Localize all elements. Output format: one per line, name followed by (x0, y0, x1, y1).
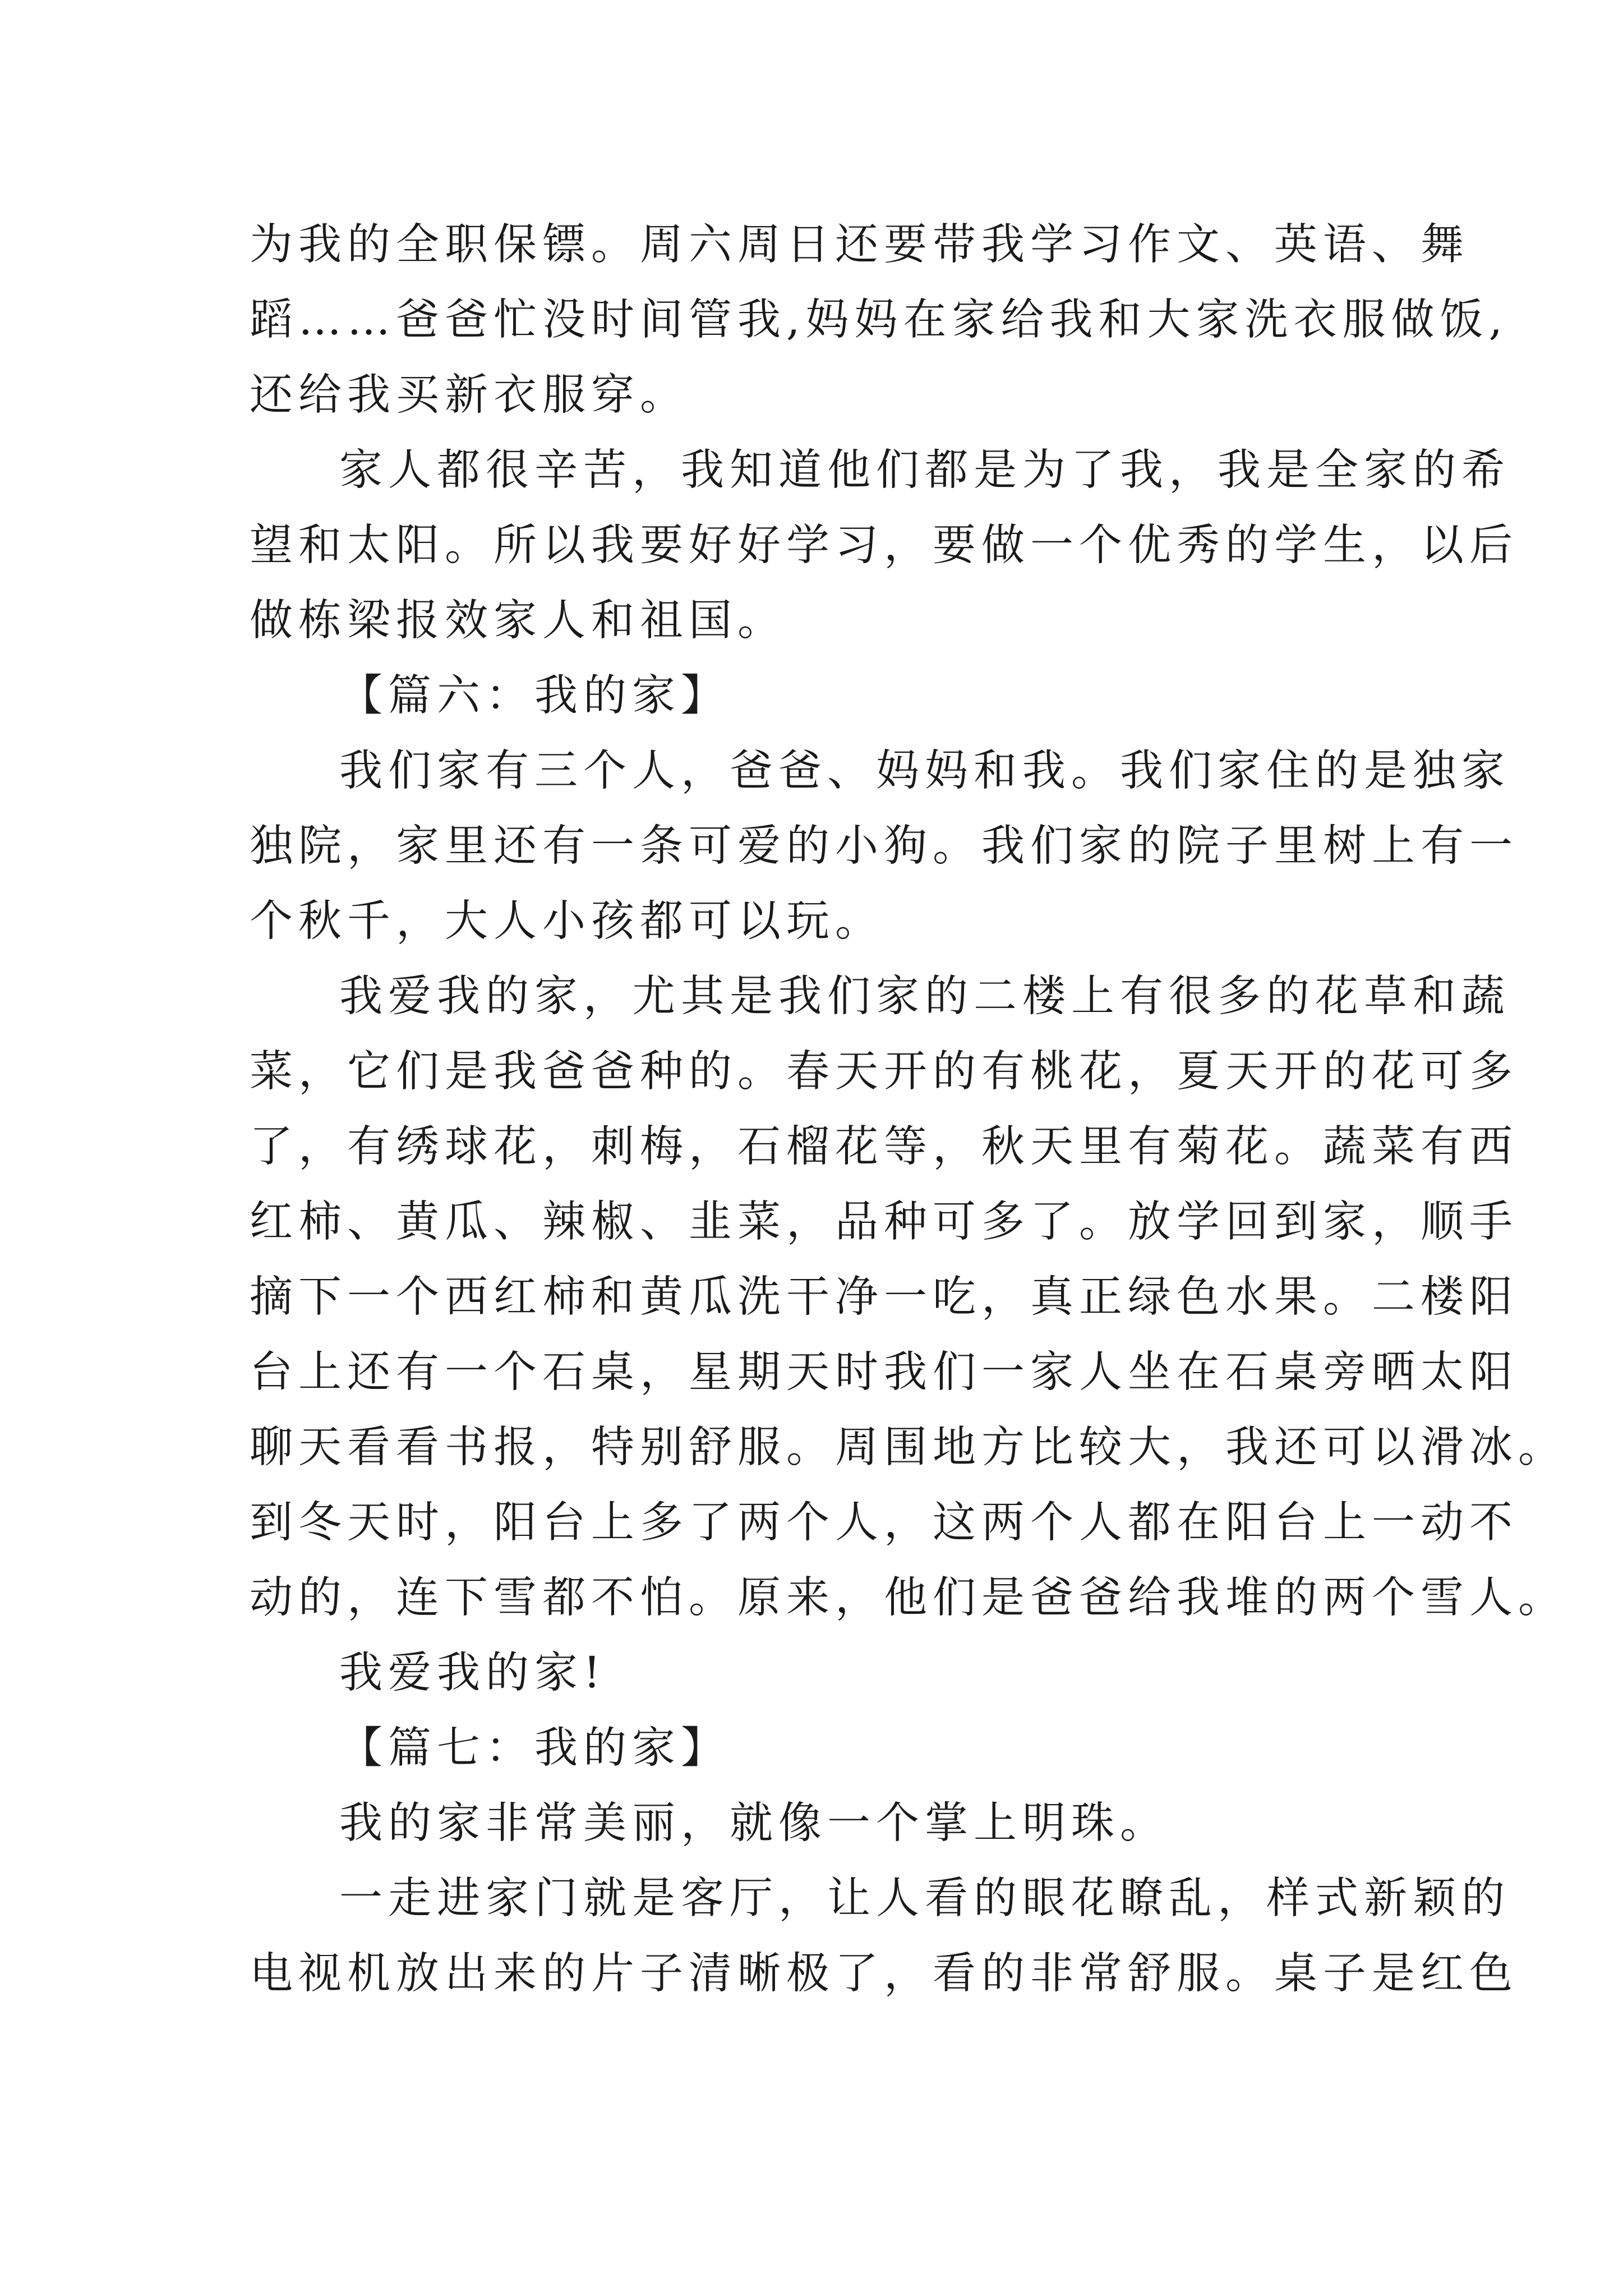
text-line: 菜，它们是我爸爸种的。春天开的有桃花，夏天开的花可多 (250, 1047, 1518, 1097)
paragraph-start-line: 我爱我的家，尤其是我们家的二楼上有很多的花草和蔬 (339, 972, 1510, 1022)
text-line: 个秋千，大人小孩都可以玩。 (250, 896, 884, 946)
text-line: 为我的全职保镖。周六周日还要带我学习作文、英语、舞 (250, 220, 1469, 270)
text-line: 聊天看看书报，特别舒服。周围地方比较大，我还可以滑冰。 (250, 1423, 1567, 1473)
paragraph-start-line: 我的家非常美丽，就像一个掌上明珠。 (339, 1798, 1169, 1848)
text-line: 摘下一个西红柿和黄瓜洗干净一吃，真正绿色水果。二楼阳 (250, 1272, 1518, 1322)
text-line: 望和太阳。所以我要好好学习，要做一个优秀的学生，以后 (250, 521, 1518, 570)
text-line: 台上还有一个石桌，星期天时我们一家人坐在石桌旁晒太阳 (250, 1347, 1518, 1397)
paragraph-start-line: 我爱我的家! (339, 1648, 606, 1698)
document-body (250, 208, 1567, 2012)
paragraph-start-line: 家人都很辛苦，我知道他们都是为了我，我是全家的希 (339, 445, 1510, 495)
text-line: 动的，连下雪都不怕。原来，他们是爸爸给我堆的两个雪人。 (250, 1573, 1567, 1623)
text-line: 独院，家里还有一条可爱的小狗。我们家的院子里树上有一 (250, 821, 1518, 871)
section-heading-7: 【篇七：我的家】 (339, 1723, 730, 1773)
paragraph-start-line: 一走进家门就是客厅，让人看的眼花瞭乱，样式新颖的 (339, 1874, 1510, 1924)
text-line: 了，有绣球花，刺梅，石榴花等，秋天里有菊花。蔬菜有西 (250, 1122, 1518, 1172)
text-line: 到冬天时，阳台上多了两个人，这两个人都在阳台上一动不 (250, 1498, 1518, 1548)
text-line: 红柿、黄瓜、辣椒、韭菜，品种可多了。放学回到家，顺手 (250, 1197, 1518, 1247)
paragraph-start-line: 我们家有三个人，爸爸、妈妈和我。我们家住的是独家 (339, 746, 1510, 796)
text-line: 还给我买新衣服穿。 (250, 370, 689, 420)
text-line: 电视机放出来的片子清晰极了，看的非常舒服。桌子是红色 (250, 1949, 1518, 1999)
text-line: 做栋梁报效家人和祖国。 (250, 596, 786, 646)
text-line: 蹈……爸爸忙没时间管我,妈妈在家给我和大家洗衣服做饭, (250, 295, 1508, 345)
section-heading-6: 【篇六：我的家】 (339, 671, 730, 721)
